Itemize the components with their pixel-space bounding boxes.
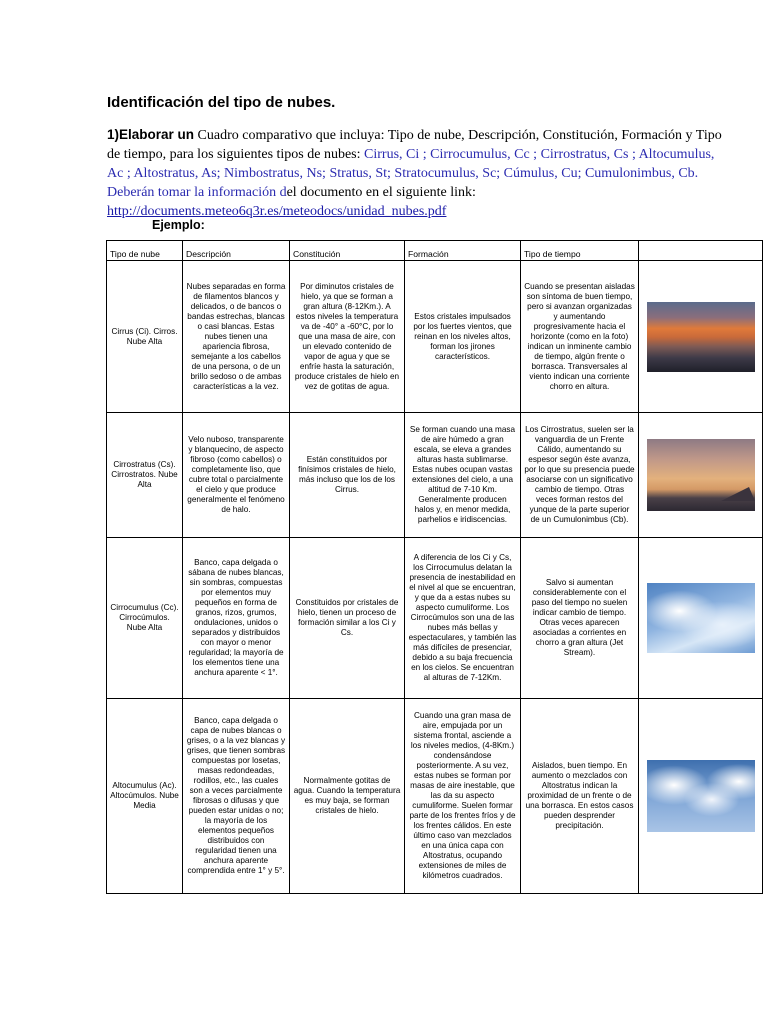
cloud-type-cell: Cirrus (Ci). Cirros. Nube Alta	[107, 261, 183, 413]
table-row	[107, 261, 763, 413]
table-row	[107, 538, 763, 699]
constitution-cell: Normalmente gotitas de agua. Cuando la temperatura es muy baja, se forman cristales de hielo.	[290, 699, 405, 894]
photo-cell	[639, 261, 763, 413]
cirrostratus-photo	[647, 439, 755, 511]
constitution-cell: Por diminutos cristales de hielo, ya que se forman a gran altura (8-12Km.). A estos niveles la temperatura va de -40° a -60°C, por lo que una masa de aire, con un elevado contenido de vapor de agua y que se enfríe hasta la saturación, produce cristales de hielo en vez de gotitas de agua.	[290, 261, 405, 413]
header-description: Descripción	[183, 241, 290, 261]
photo-cell	[639, 413, 763, 538]
header-cloud-type: Tipo de nube	[107, 241, 183, 261]
description-cell: Velo nuboso, transparente y blanquecino, de aspecto fibroso (como cabellos) o completamente liso, que cubre total o parcialmente el cielo y que produce generalmente el fenómeno de halo.	[183, 413, 290, 538]
formation-cell: Se forman cuando una masa de aire húmedo a gran escala, se eleva a grandes alturas hasta sublimarse. Estas nubes ocupan vastas extensiones del cielo, a una altitud de 7-10 Km. Generalmente producen halos y, en menor medida, parhelios e iridiscencias.	[405, 413, 521, 538]
header-photo	[639, 241, 763, 261]
formation-cell: Estos cristales impulsados por los fuertes vientos, que reinan en los niveles altos, forman los jirones característicos.	[405, 261, 521, 413]
instructions-paragraph	[107, 125, 727, 221]
weather-cell: Aislados, buen tiempo. En aumento o mezclados con Altostratus indican la proximidad de un frente o de una borrasca. En estos casos pueden desprender precipitación.	[521, 699, 639, 894]
document-title: Identificación del tipo de nubes.	[107, 94, 336, 111]
formation-cell: Cuando una gran masa de aire, empujada por un sistema frontal, asciende a los niveles medios, (4-8Km.) condensándose posteriormente. A su vez, estas nubes se forman por masas de aire inestable, que las da su aspecto cumuliforme. Suelen formar parte de los frentes fríos y de los frentes cálidos. En este último caso van mezclados en una única capa con Altostratus, ocupando extensiones de miles de kilómetros cuadrados.	[405, 699, 521, 894]
constitution-cell: Están constituidos por finísimos cristales de hielo, más incluso que los de los Cirrus.	[290, 413, 405, 538]
constitution-cell: Constituidos por cristales de hielo, tienen un proceso de formación similar a los Ci y Cs.	[290, 538, 405, 699]
photo-cell	[639, 538, 763, 699]
weather-cell: Salvo si aumentan considerablemente con el paso del tiempo no suelen indicar cambio de tiempo. Otras veces aparecen asociadas a corrientes en chorro a gran altura (Jet Stream).	[521, 538, 639, 699]
cloud-type-cell: Cirrocumulus (Cc). Cirrocúmulos. Nube Alta	[107, 538, 183, 699]
cirrocumulus-photo	[647, 583, 755, 653]
altocumulus-photo	[647, 760, 755, 832]
table-row	[107, 699, 763, 894]
cirrus-photo	[647, 302, 755, 372]
document-link[interactable]: http://documents.meteo6q3r.es/meteodocs/unidad_nubes.pdf	[107, 204, 447, 219]
description-cell: Nubes separadas en forma de filamentos blancos y delicados, o de bancos o bandas estrechas, blancas o casi blancas. Estas nubes tienen una apariencia fibrosa, semejante a los cabellos de una persona, o de un brillo sedoso o de ambas características a la vez.	[183, 261, 290, 413]
cloud-comparison-table	[106, 240, 763, 894]
header-weather: Tipo de tiempo	[521, 241, 639, 261]
weather-cell: Cuando se presentan aisladas son síntoma de buen tiempo, pero si avanzan organizadas y aumentando progresivamente hacia el horizonte (como en la foto) indican un inminente cambio de tiempo, algún frente o borrasca. Transversales al viento indican una corriente chorro en altura.	[521, 261, 639, 413]
instructions-lead: 1)Elaborar un	[107, 127, 195, 142]
cloud-type-cell: Altocumulus (Ac). Altocúmulos. Nube Media	[107, 699, 183, 894]
description-cell: Banco, capa delgada o sábana de nubes blancas, sin sombras, compuestas por elementos muy pequeños en forma de granos, rizos, grumos, ondulaciones, unidos o separados y distribuidos con mayor o menor regularidad; la mayoría de los elementos tiene una anchura aparente < 1°.	[183, 538, 290, 699]
table-row	[107, 413, 763, 538]
photo-cell	[639, 699, 763, 894]
table-header-row	[107, 241, 763, 261]
formation-cell: A diferencia de los Ci y Cs, los Cirrocumulus delatan la presencia de inestabilidad en el nivel al que se encuentran, y que da a estas nubes su aspecto cumuliforme. Los Cirrocúmulos son una de las nubes más bellas y espectaculares, y también las más difíciles de presenciar, debido a su baja frecuencia en los cielos. Se encuentran al alturas de 7-12Km.	[405, 538, 521, 699]
header-formation: Formación	[405, 241, 521, 261]
example-label: Ejemplo:	[152, 218, 205, 232]
instructions-text-1: Cuadro comparativo que incluya: Tipo de nube, Descripción, Constitución, Formación y Tipo de tiempo, para los siguientes tipos de nubes:	[107, 128, 722, 162]
header-constitution: Constitución	[290, 241, 405, 261]
weather-cell: Los Cirrostratus, suelen ser la vanguardia de un Frente Cálido, aumentando su espesor según éste avanza, por lo que su presencia puede asociarse con un significativo cambio de tiempo. Otras veces forman restos del yunque de la parte superior de un Cumulonimbus (Cb).	[521, 413, 639, 538]
cloud-type-cell: Cirrostratus (Cs). Cirrostratos. Nube Alta	[107, 413, 183, 538]
description-cell: Banco, capa delgada o capa de nubes blancas o grises, o a la vez blancas y grises, que tienen sombras compuestas por losetas, masas redondeadas, rodillos, etc., las cuales son a veces parcialmente fibrosas o difusas y que pueden estar unidas o no; la mayoría de los elementos pequeños distribuidos con regularidad tienen una anchura aparente comprendida entre 1° y 5°.	[183, 699, 290, 894]
instructions-text-2: el documento en el siguiente link:	[286, 185, 476, 200]
cloud-type-list: Cirrus, Ci ; Cirrocumulus, Cc ; Cirrostratus, Cs ; Altocumulus, Ac ; Altostratus, As; Nimbostratus, Ns; Stratus, St; Stratocumulus, Sc; Cúmulus, Cu; Cumulonimbus, Cb. Deberán tomar la información d	[107, 147, 715, 200]
